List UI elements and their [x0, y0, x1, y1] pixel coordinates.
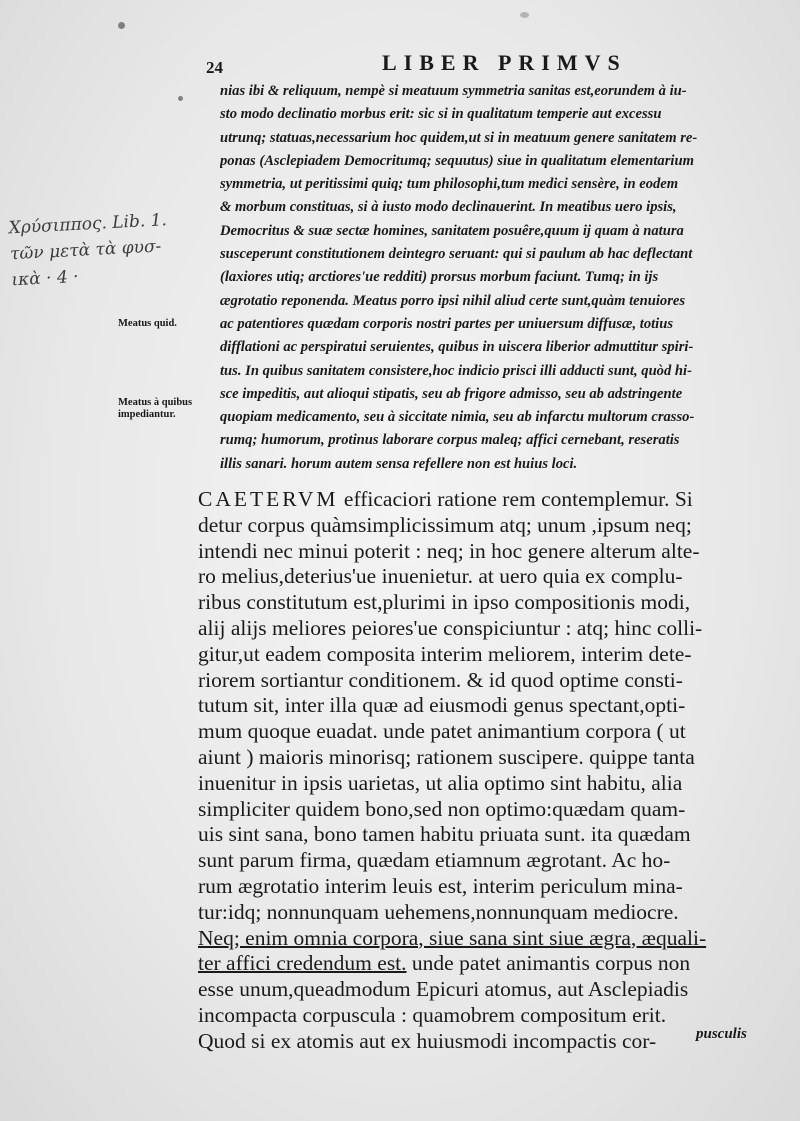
roman-passage [198, 487, 786, 1055]
text-line: gitur,ut eadem composita interim meliorem, interim dete- [198, 641, 692, 666]
handwritten-line: Χρύσιππος. Lib. 1. [8, 210, 168, 239]
handwritten-line: τῶν μετὰ τὰ φυσ- [9, 236, 162, 265]
text-line: esse unum,queadmodum Epicuri atomus, aut Asclepiadis [198, 977, 689, 1002]
ink-spot [118, 22, 125, 29]
text-line: tur:idq; nonnunquam uehemens,nonnunquam mediocre. [198, 899, 679, 924]
ink-spot [520, 12, 529, 18]
underlined-passage: Neq; enim omnia corpora, siue sana sint siue ægra, æquali- [198, 925, 707, 950]
text-line: symmetria, ut peritissimi quiq; tum philosophi,tum medici sensère, in eodem [220, 176, 679, 193]
text-line: rumq; humorum, protinus laborare corpus maleq; affici cernebant, reseratis [220, 432, 680, 449]
text-line: sunt parum firma, quædam etiamnum ægrotant. Ac ho- [198, 848, 671, 873]
text-line: ægrotatio reponenda. Meatus porro ipsi nihil aliud certe sunt,quàm tenuiores [220, 292, 686, 309]
text-line: detur corpus quàmsimplicissimum atq; unum ,ipsum neq; [198, 512, 692, 537]
text-line [198, 951, 786, 977]
text-line: Quod si ex atomis aut ex huiusmodi incompactis cor- [198, 1028, 657, 1053]
text-line: incompacta corpuscula : quamobrem compositum erit. [198, 1002, 667, 1027]
text-line: difflationi ac perspiratui seruientes, quibus in uiscera liberior admuttitur spiri- [220, 339, 694, 356]
text-line: ac patentiores quædam corporis nostri partes per uniuersum diffusæ, totius [220, 315, 674, 332]
text-line: simpliciter quidem bono,sed non optimo:quædam quam- [198, 796, 686, 821]
text-line: rum ægrotatio interim leuis est, interim periculum mina- [198, 873, 683, 898]
text-line: ro melius,deterius'ue inuenietur. at uero quia ex complu- [198, 564, 683, 589]
running-head: LIBER PRIMVS [382, 50, 627, 75]
margin-note-meatus-a-quibus: Meatus à quibus impediantur. [118, 397, 193, 420]
text-line: nias ibi & reliquum, nempè si meatuum symmetria sanitas est,eorundem à iu- [220, 83, 687, 99]
text-line: & morbum constituas, si à iusto modo declinauerint. In meatibus uero ipsis, [220, 199, 677, 216]
text-line: uis sint sana, bono tamen habitu priuata sunt. ita quædam [198, 822, 691, 847]
text-line: susceperunt constitutionem deintegro seruant: qui si paulum ab hac deflectant [220, 246, 693, 263]
text-line: quopiam medicamento, seu à siccitate nimia, seu ab infarctu multorum crasso- [220, 409, 695, 426]
text-line: tutum sit, inter illa quæ ad eiusmodi genus spectant,opti- [198, 693, 686, 718]
text-line: riorem sortiantur conditionem. & id quod optime consti- [198, 667, 683, 692]
italic-passage [220, 80, 792, 476]
page-number: 24 [206, 58, 223, 77]
margin-note-meatus-quid: Meatus quid. [118, 318, 177, 329]
handwritten-line: ικὰ · 4 · [10, 266, 80, 291]
text-line: ribus constitutum est,plurimi in ipso compositionis modi, [198, 590, 691, 615]
text-line: alij alijs meliores peiores'ue conspiciuntur : atq; hinc colli- [198, 615, 703, 640]
text-line: sce impeditis, aut alioqui stipatis, seu ab frigore admisso, seu ab adstringente [220, 385, 683, 402]
text-line: aiunt ) maioris minorisq; rationem suscipere. quippe tanta [198, 744, 695, 769]
text-line: sto modo declinatio morbus erit: sic si in qualitatum temperie aut excessu [220, 106, 662, 123]
catchword: pusculis [696, 1026, 747, 1042]
text-line: ponas (Asclepiadem Democritumq; sequutus) siue in qualitatum elementarium [220, 152, 694, 169]
text-line: inuenitur in ipsis uarietas, ut alia optimo sint habitu, alia [198, 770, 683, 795]
line-text: unde patet animantis corpus non [406, 951, 691, 976]
handwritten-annotation [8, 205, 217, 294]
text-line: Democritus & suæ sectæ homines, sanitatem posuêre,quum ij quam à natura [220, 222, 684, 239]
text-line: tus. In quibus sanitatem consistere,hoc indicio prisci illi adducti sunt, quòd hi- [220, 362, 692, 379]
text-line [198, 926, 786, 952]
line-text: efficaciori ratione rem contemplemur. Si [338, 487, 693, 511]
text-line: (laxiores utiq; arctiores'ue redditi) prorsus morbum faciunt. Tumq; in ijs [220, 269, 659, 286]
text-line: utrunq; statuas,necessarium hoc quidem,ut si in meatuum genere sanitatem re- [220, 129, 698, 146]
text-line: illis sanari. horum autem sensa refellere non est huius loci. [220, 455, 578, 472]
underlined-passage: ter affici credendum est. [198, 951, 407, 976]
text-line [198, 487, 786, 513]
text-line: mum quoque euadat. unde patet animantium corpora ( ut [198, 719, 686, 744]
text-line: intendi nec minui poterit : neq; in hoc genere alterum alte- [198, 538, 700, 563]
opening-capitals: CAETERVM [198, 487, 339, 511]
ink-spot [178, 96, 183, 101]
